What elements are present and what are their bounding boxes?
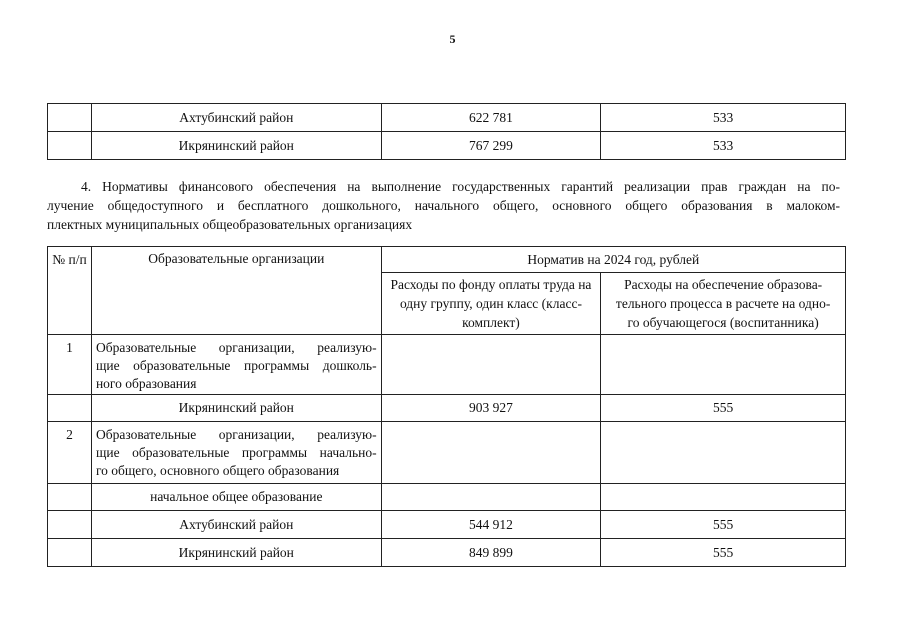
norms-table xyxy=(47,246,846,567)
district-name: Икрянинский район xyxy=(91,395,381,422)
value-cell xyxy=(381,422,601,484)
value-cell xyxy=(381,484,601,511)
num-cell xyxy=(48,104,92,132)
value-cell: 544 912 xyxy=(381,511,601,539)
district-name: Ахтубинский район xyxy=(91,104,381,132)
org-group-line: ного образования xyxy=(95,376,197,391)
header-norm: Норматив на 2024 год, рублей xyxy=(381,247,845,273)
org-group-line: Образовательные организации, реализую- xyxy=(95,340,377,355)
value-cell: 849 899 xyxy=(381,539,601,567)
page-number: 5 xyxy=(449,32,456,46)
subcategory-label: начальное общее образование xyxy=(91,484,381,511)
org-group-line: го общего, основного общего образования xyxy=(95,463,340,478)
header-org: Образовательные организации xyxy=(91,247,381,335)
row-num xyxy=(48,539,92,567)
value-cell xyxy=(601,335,846,395)
value-cell: 622 781 xyxy=(381,104,601,132)
header-col2-line: го обучающегося (воспитанника) xyxy=(627,315,819,330)
org-group-line: щие образовательные программы дошколь- xyxy=(95,358,377,373)
table-row xyxy=(48,395,846,422)
row-num: 2 xyxy=(48,422,92,484)
header-col2-line: тельного процесса в расчете на одно- xyxy=(615,296,831,311)
num-cell xyxy=(48,132,92,160)
value-cell: 533 xyxy=(601,104,846,132)
header-col1: Расходы по фонду оплаты труда на одну группу, один класс (класс-комплект) xyxy=(381,273,601,335)
value-cell: 555 xyxy=(601,511,846,539)
row-num xyxy=(48,484,92,511)
header-col2-line: Расходы на обеспечение образова- xyxy=(624,277,823,292)
value-cell: 555 xyxy=(601,539,846,567)
district-name: Икрянинский район xyxy=(91,132,381,160)
section-4-line: лучение общедоступного и бесплатного дошкольного, начального общего, основного общего образования в малоком- xyxy=(47,198,840,213)
org-group-line: щие образовательные программы начально- xyxy=(95,445,377,460)
continuation-table xyxy=(47,103,846,160)
row-num: 1 xyxy=(48,335,92,395)
value-cell: 555 xyxy=(601,395,846,422)
value-cell xyxy=(381,335,601,395)
section-4-line: 4. Нормативы финансового обеспечения на выполнение государственных гарантий реализации прав граждан на по- xyxy=(81,179,840,194)
value-cell xyxy=(601,422,846,484)
section-4-line: плектных муниципальных общеобразовательных организациях xyxy=(47,217,413,232)
row-num xyxy=(48,395,92,422)
value-cell xyxy=(601,484,846,511)
table-row xyxy=(48,132,846,160)
district-name: Ахтубинский район xyxy=(91,511,381,539)
table-row xyxy=(48,539,846,567)
table-row xyxy=(48,422,846,484)
org-group-label xyxy=(91,422,381,484)
org-group-line: Образовательные организации, реализую- xyxy=(95,427,377,442)
table-row xyxy=(48,511,846,539)
value-cell: 767 299 xyxy=(381,132,601,160)
row-num xyxy=(48,511,92,539)
table-row xyxy=(48,484,846,511)
org-group-label xyxy=(91,335,381,395)
section-4-heading xyxy=(47,177,840,234)
header-row xyxy=(48,247,846,273)
district-name: Икрянинский район xyxy=(91,539,381,567)
value-cell: 533 xyxy=(601,132,846,160)
header-num: № п/п xyxy=(48,247,92,335)
table-row xyxy=(48,335,846,395)
header-col2 xyxy=(601,273,846,335)
table-row xyxy=(48,104,846,132)
value-cell: 903 927 xyxy=(381,395,601,422)
